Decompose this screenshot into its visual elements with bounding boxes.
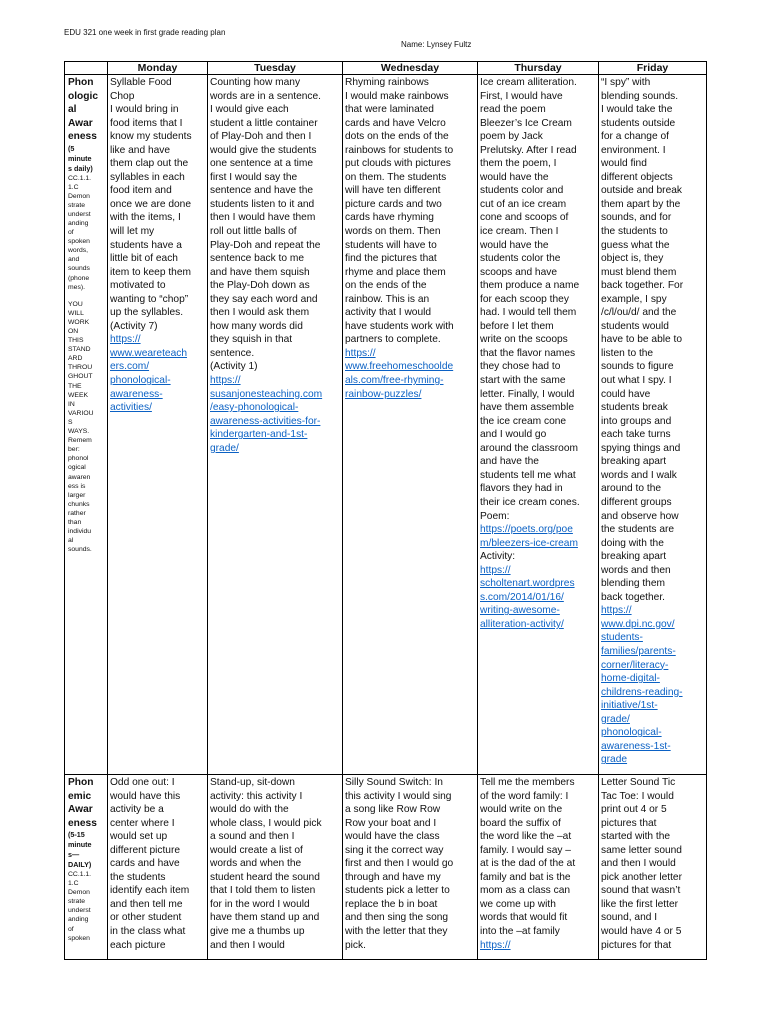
activity-text: Tell me the members of the word family: I would write on the board the suffix of the word like the –at family. I would say – at is the dad of the at family and bat is the mom as a class can we come up with words that would fit into the –at family <box>480 777 576 938</box>
resource-link[interactable]: https:// susanjonesteaching.com /easy-phonological- awareness-activities-for- kindergarten-and-1st- grade/ <box>210 375 323 454</box>
activity-text: Ice cream alliteration. First, I would have read the poem Bleezer’s Ice Cream poem by Jack Prelutsky. After I read them the poem, I would have the students color and cut of an ice cream cone and scoops of ice cream. Then I would have the students color the scoops and have them produce a name for each scoop they had. I would tell them before I let them write on the scoops that the flavor names they chose had to start with the same letter. Finally, I would have them assemble the ice cream cone and I would go around the classroom and have the students tell me what flavors they had in their ice cream cones. Poem: <box>480 77 580 522</box>
activity-text: Syllable Food Chop I would bring in food items that I know my students like and have them clap out the syllables in each food item and once we are done with the items, I will let my students have a little bit of each item to keep them motivated to wanting to “chop” up the syllables. (Activity 7) <box>110 77 192 332</box>
row-label-standard: CC.1.1. 1.C Demon strate underst anding of spoken <box>68 871 92 942</box>
reading-plan-table <box>64 61 707 960</box>
cell-friday-phonological <box>599 75 707 775</box>
activity-text: “I spy” with blending sounds. I would take the students outside for a change of environment. I would find different objects outside and break them apart by the sounds, and for the students to guess what the object is, they must blend them back together. For example, I spy /c/l/ou/d/ and the students would have to be able to listen to the sounds to figure out what I spy. I could have students break into groups and each take turns spying things and breaking apart words and I walk around to the different groups and observe how the students are doing with the breaking apart words and then blending them back together. <box>601 77 684 603</box>
row-label-time: (5 minute s daily) <box>68 143 93 173</box>
row-label-phonological <box>65 75 108 775</box>
cell-tuesday-phonological <box>208 75 343 775</box>
row-label-title: Phon emic Awar eness <box>68 777 97 829</box>
resource-link[interactable]: https:// scholtenart.wordpres s.com/2014/01/16/ writing-awesome- alliteration-activity/ <box>480 564 575 630</box>
cell-wednesday-phonemic <box>343 775 478 960</box>
row-label-title: Phon ologic al Awar eness <box>68 77 98 142</box>
resource-link[interactable]: https:// www.dpi.nc.gov/ students- families/parents- corner/literacy- home-digital- childrens-reading- initiative/1st- grade/ phonological- awareness-1st- grade <box>601 605 683 766</box>
student-name: Name: Lynsey Fultz <box>401 40 472 49</box>
activity-text: Stand-up, sit-down activity: this activity I would do with the whole class, I would pick a sound and then I would create a list of words and when the student heard the sound that I told them to listen for in the word I would have them stand up and give me a thumbs up and then I would <box>210 777 322 951</box>
document-title: EDU 321 one week in first grade reading plan <box>64 28 226 37</box>
header-wednesday: Wednesday <box>343 62 478 75</box>
row-label-time: (5-15 minute s— DAILY) <box>68 830 92 869</box>
activity-text: Odd one out: I would have this activity be a center where I would set up different picture cards and have the students identify each item and then tell me or other student in the class what each picture <box>110 777 190 951</box>
header-friday: Friday <box>599 62 707 75</box>
table-header-row <box>65 62 707 75</box>
resource-link[interactable]: https:// <box>480 939 511 951</box>
cell-monday-phonological <box>108 75 208 775</box>
header-thursday: Thursday <box>478 62 599 75</box>
cell-monday-phonemic <box>108 775 208 960</box>
activity-text: Letter Sound Tic Tac Toe: I would print out 4 or 5 pictures that started with the same letter sound and then I would pick another letter sound that wasn’t like the first letter sound, and I would have 4 or 5 pictures for that <box>601 777 682 951</box>
corner-cell <box>65 62 108 75</box>
activity-text: Silly Sound Switch: In this activity I would sing a song like Row Row Row your boat and I would have the class sing it the correct way first and then I would go through and have my students pick a letter to replace the b in boat and then sing the song with the letter that they pick. <box>345 777 454 951</box>
activity-text: Rhyming rainbows I would make rainbows that were laminated cards and have Velcro dots on the ends of the rainbows for students to put clouds with pictures on them. The students will have ten different picture cards and two cards have rhyming words on them. Then students will have to find the pictures that rhyme and place them on the ends of the rainbow. This is an activity that I would have students work with partners to complete. <box>345 77 454 346</box>
row-label-standard: CC.1.1. 1.C Demon strate underst anding of spoken words, and sounds (phone mes). <box>68 174 92 291</box>
row-label-phonemic <box>65 775 108 960</box>
header-monday: Monday <box>108 62 208 75</box>
resource-link[interactable]: https:// www.freehomeschoolde als.com/free-rhyming- rainbow-puzzles/ <box>345 347 454 400</box>
cell-thursday-phonemic <box>478 775 599 960</box>
header-tuesday: Tuesday <box>208 62 343 75</box>
activity-text: Counting how many words are in a sentence. I would give each student a little container of Play-Doh and then I would give the students one sentence at a time first I would say the sentence and have the students listen to it and then I would have them roll out little balls of Play-Doh and repeat the sentence back to me and have them squish the Play-Doh down as they say each word and then I would ask them how many words did they squish in that sentence. (Activity 1) <box>210 77 321 373</box>
row-label-note: YOU WILL WORK ON THIS STAND ARD THROU GHOUT THE WEEK IN VARIOU S WAYS. Remem ber: phonol ogical awaren ess is larger chunks rather than individu al sounds. <box>68 300 94 554</box>
table-row-phonological-awareness <box>65 75 707 775</box>
activity-label: Activity: <box>480 551 516 563</box>
poem-link[interactable]: https://poets.org/poe m/bleezers-ice-cream <box>480 524 578 549</box>
table-row-phonemic-awareness <box>65 775 707 960</box>
cell-wednesday-phonological <box>343 75 478 775</box>
resource-link[interactable]: https:// www.weareteach ers.com/ phonological- awareness- activities/ <box>110 334 188 414</box>
cell-friday-phonemic <box>599 775 707 960</box>
cell-tuesday-phonemic <box>208 775 343 960</box>
cell-thursday-phonological <box>478 75 599 775</box>
